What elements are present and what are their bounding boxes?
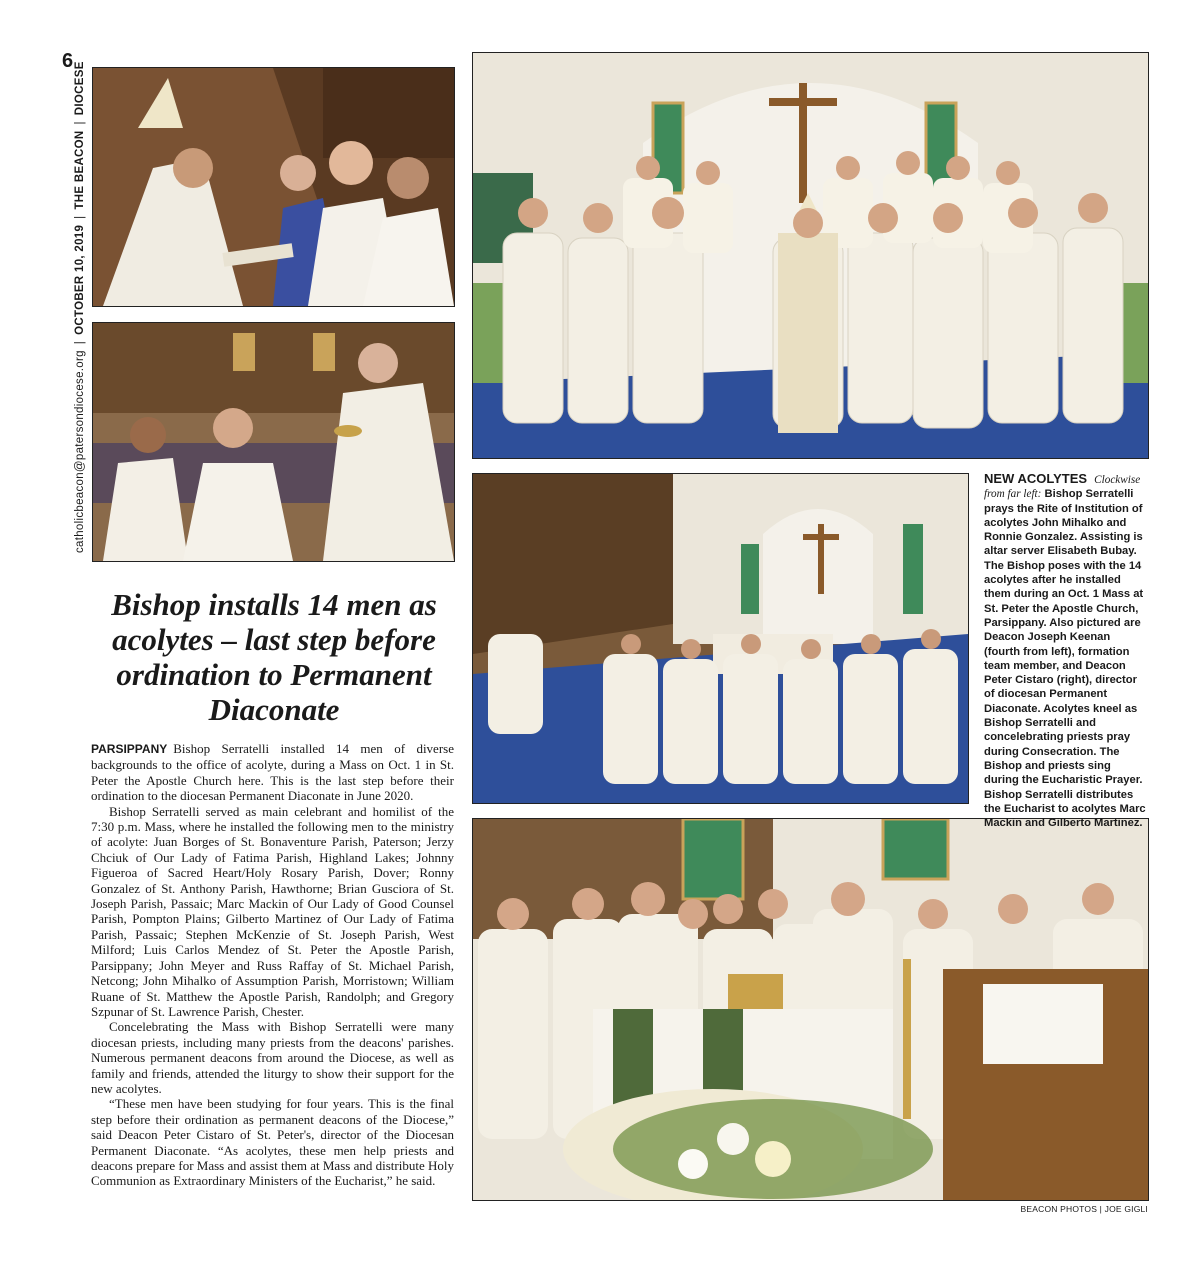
folio-separator: |: [74, 340, 86, 345]
photo-rite-of-institution: [92, 67, 455, 307]
folio-publication: THE BEACON: [74, 130, 86, 210]
photo-distribute-eucharist: [92, 322, 455, 562]
photo-acolytes-kneel: [472, 473, 969, 804]
photo-caption: [984, 472, 1148, 830]
article-body: [91, 741, 454, 1189]
folio-separator: |: [74, 215, 86, 219]
folio-section: DIOCESE: [74, 61, 86, 116]
article-headline: Bishop installs 14 men as acolytes – last step before ordination to Permanent Diaconate: [111, 587, 437, 727]
caption-intro: Clockwise from far left:: [984, 474, 1141, 501]
folio-separator: |: [74, 121, 86, 125]
article-paragraph: Concelebrating the Mass with Bishop Serratelli were many diocesan priests, including many priests from the deacons' parishes. Numerous permanent deacons from around the Diocese, as well as family and friends, attended the liturgy to show their support for the new acolytes.: [91, 1019, 454, 1096]
page-number: 6: [62, 50, 74, 72]
folio-date: OCTOBER 10, 2019: [74, 224, 86, 335]
photo-eucharistic-prayer: [472, 818, 1149, 1201]
photo-group-portrait: [472, 52, 1149, 459]
article-paragraph: [91, 741, 454, 804]
article-dateline: PARSIPPANY: [91, 742, 168, 756]
caption-head: NEW ACOLYTES: [984, 471, 1088, 486]
folio-email: catholicbeacon@patersondiocese.org: [74, 350, 86, 553]
folio-line: [74, 61, 86, 553]
article-paragraph: “These men have been studying for four years. This is the final step before their ordination as permanent deacons of the Diocese,” said Deacon Peter Cistaro of St. Peter's, director of the Diocesan Permanent Diaconate. “As acolytes, these men help priests and deacons prepare for Mass and assist them at Mass and distribute Holy Communion as Extraordinary Ministers of the Eucharist,” he said.: [91, 1096, 454, 1189]
article-paragraph: Bishop Serratelli served as main celebrant and homilist of the 7:30 p.m. Mass, where he installed the following men to the ministry of acolyte: Juan Borges of St. Bonaventure Parish, Paterson; Jerzy Chciuk of Our Lady of Fatima Parish, Highland Lakes; Johnny Figueroa of Sacred Heart/Holy Rosary Parish, Dover; Ronny Gonzalez of St. Anthony Parish, Hawthorne; Brian Gusciora of St. Joseph Parish, Passaic; Marc Mackin of Our Lady of Good Counsel Parish, Pompton Plains; Gilberto Martinez of Our Lady of Fatima Parish, Passaic; Stephen McKenzie of St. Joseph Parish, West Milford; Luis Carlos Mendez of St. Peter the Apostle Parish, Parsippany; John Meyer and Russ Raffay of St. Michael Parish, Netcong; John Mihalko of Assumption Parish, Morristown; William Ruane of St. Matthew the Apostle Parish, Randolph; and Gregory Szpunar of St. Lawrence Parish, Chester.: [91, 803, 454, 1019]
photo-credit: BEACON PHOTOS | JOE GIGLI: [1020, 1204, 1148, 1214]
caption-text: Bishop Serratelli prays the Rite of Institution of acolytes John Mihalko and Ronnie Gonzalez. Assisting is altar server Elisabeth Bubay. The Bishop poses with the 14 acolytes after he installed them during an Oct. 1 Mass at St. Peter the Apostle Church, Parsippany. Also pictured are Deacon Joseph Keenan (fourth from left), formation team member, and Deacon Peter Cistaro (right), director of diocesan Permanent Diaconate. Acolytes kneel as Bishop Serratelli and concelebrating priests pray during Consecration. The Bishop and priests sing during the Eucharistic Prayer. Bishop Serratelli distributes the Eucharist to acolytes Marc Mackin and Gilberto Martinez.: [984, 488, 1146, 830]
article-paragraph-text: Bishop Serratelli installed 14 men of diverse backgrounds to the office of acolyte, during a Mass on Oct. 1 in St. Peter the Apostle Church here. This is the last step before their ordination to the diocesan Permanent Diaconate in June 2020.: [91, 741, 454, 804]
